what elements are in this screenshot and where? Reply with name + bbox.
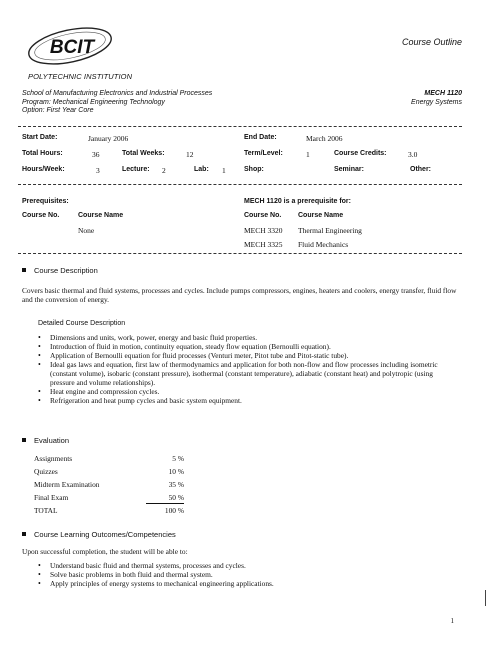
- prereq-for-col-course-no: Course No.: [244, 212, 282, 219]
- end-date-value: March 2006: [306, 134, 343, 143]
- outcomes-list: [38, 561, 458, 588]
- evaluation-item-name: TOTAL: [34, 506, 58, 515]
- term-level-label: Term/Level:: [244, 150, 283, 157]
- lab-value: 1: [222, 166, 226, 175]
- divider: [18, 184, 462, 185]
- course-credits-value: 3.0: [408, 150, 418, 159]
- evaluation-item-name: Final Exam: [34, 493, 69, 502]
- evaluation-row-total: [34, 506, 184, 515]
- section-bullet-icon: [22, 438, 26, 442]
- list-item: • Introduction of fluid in motion, continuity equation, steady flow equation (Bernoulli equation).: [38, 342, 458, 351]
- total-underline: [146, 503, 184, 504]
- lecture-label: Lecture:: [122, 166, 150, 173]
- section-heading-description: [22, 266, 98, 275]
- prereq-for-course-name: Fluid Mechanics: [298, 240, 349, 249]
- list-item: • Solve basic problems in both fluid and thermal system.: [38, 570, 458, 579]
- evaluation-row: [34, 467, 184, 476]
- program-line: Program: Mechanical Engineering Technology: [22, 98, 165, 106]
- prereq-none: None: [78, 226, 95, 235]
- bcit-logo: [26, 22, 116, 72]
- total-hours-value: 36: [92, 150, 100, 159]
- svg-text:BCIT: BCIT: [49, 37, 95, 58]
- outcomes-intro: Upon successful completion, the student will be able to:: [22, 547, 188, 556]
- divider: [18, 253, 462, 254]
- start-date-label: Start Date:: [22, 134, 58, 141]
- evaluation-item-name: Assignments: [34, 454, 73, 463]
- prereq-col-course-no: Course No.: [22, 212, 60, 219]
- evaluation-row: [34, 454, 184, 463]
- detailed-description-list: [38, 333, 458, 405]
- prereq-col-course-name: Course Name: [78, 212, 124, 219]
- prereq-for-course-name: Thermal Engineering: [298, 226, 362, 235]
- evaluation-item-name: Midterm Examination: [34, 480, 100, 489]
- prereq-for-title: MECH 1120 is a prerequisite for:: [244, 198, 351, 205]
- end-date-label: End Date:: [244, 134, 277, 141]
- course-id-block: [411, 90, 462, 107]
- institution-name: POLYTECHNIC INSTITUTION: [28, 72, 133, 81]
- course-description-text: Covers basic thermal and fluid systems, processes and cycles. Include pumps compressors, engines, heaters and coolers, energy transfer, fluid flow and the conversion of energy.: [22, 286, 457, 304]
- evaluation-row: [34, 480, 184, 489]
- program-info: [22, 90, 212, 116]
- divider: [18, 126, 462, 127]
- evaluation-row: [34, 493, 184, 502]
- school-line: School of Manufacturing Electronics and Industrial Processes: [22, 90, 213, 97]
- hours-week-value: 3: [96, 166, 100, 175]
- list-item: • Ideal gas laws and equation, first law of thermodynamics and application for both non-flow and flow processes including isometric (constant volume), isobaric (constant pressure), isothermal (constant temperature), adiabatic (constant heat) and polytropic (using pressure and volume relationships).: [38, 360, 458, 387]
- lecture-value: 2: [162, 166, 166, 175]
- list-item: • Dimensions and units, work, power, energy and basic fluid properties.: [38, 333, 458, 342]
- section-bullet-icon: [22, 532, 26, 536]
- prereq-for-course-no: MECH 3325: [244, 240, 283, 249]
- start-date-value: January 2006: [88, 134, 129, 143]
- hours-week-label: Hours/Week:: [22, 166, 65, 173]
- prereq-for-col-course-name: Course Name: [298, 212, 344, 219]
- detailed-description-heading: Detailed Course Description: [38, 320, 126, 327]
- section-heading-text: Course Description: [34, 266, 98, 275]
- course-credits-label: Course Credits:: [334, 150, 387, 157]
- evaluation-item-percent: 10 %: [168, 467, 184, 476]
- evaluation-item-name: Quizzes: [34, 467, 58, 476]
- list-item: • Apply principles of energy systems to mechanical engineering applications.: [38, 579, 458, 588]
- evaluation-item-percent: 5 %: [172, 454, 184, 463]
- evaluation-item-percent: 35 %: [168, 480, 184, 489]
- list-item: • Heat engine and compression cycles.: [38, 387, 458, 396]
- page-number: 1: [450, 617, 454, 625]
- evaluation-item-percent: 100 %: [164, 506, 184, 515]
- term-level-value: 1: [306, 150, 310, 159]
- list-item: • Refrigeration and heat pump cycles and basic system equipment.: [38, 396, 458, 405]
- lab-label: Lab:: [194, 166, 209, 173]
- other-label: Other:: [410, 166, 431, 173]
- course-name: Energy Systems: [411, 98, 462, 106]
- total-weeks-label: Total Weeks:: [122, 150, 165, 157]
- margin-mark: [485, 590, 486, 606]
- section-heading-text: Course Learning Outcomes/Competencies: [34, 530, 176, 539]
- list-item: • Understand basic fluid and thermal systems, processes and cycles.: [38, 561, 458, 570]
- prereq-for-course-no: MECH 3320: [244, 226, 283, 235]
- option-line: Option: First Year Core: [22, 107, 94, 114]
- course-code: MECH 1120: [424, 90, 462, 97]
- shop-label: Shop:: [244, 166, 264, 173]
- evaluation-item-percent: 50 %: [168, 493, 184, 502]
- section-bullet-icon: [22, 268, 26, 272]
- seminar-label: Seminar:: [334, 166, 364, 173]
- total-weeks-value: 12: [186, 150, 194, 159]
- section-heading-outcomes: [22, 530, 176, 539]
- total-hours-label: Total Hours:: [22, 150, 63, 157]
- document-title: Course Outline: [401, 37, 462, 47]
- list-item: • Application of Bernoulli equation for fluid processes (Venturi meter, Pitot tube and Pitot-static tube).: [38, 351, 458, 360]
- prerequisites-title: Prerequisites:: [22, 198, 69, 205]
- section-heading-evaluation: [22, 436, 69, 445]
- section-heading-text: Evaluation: [34, 436, 70, 445]
